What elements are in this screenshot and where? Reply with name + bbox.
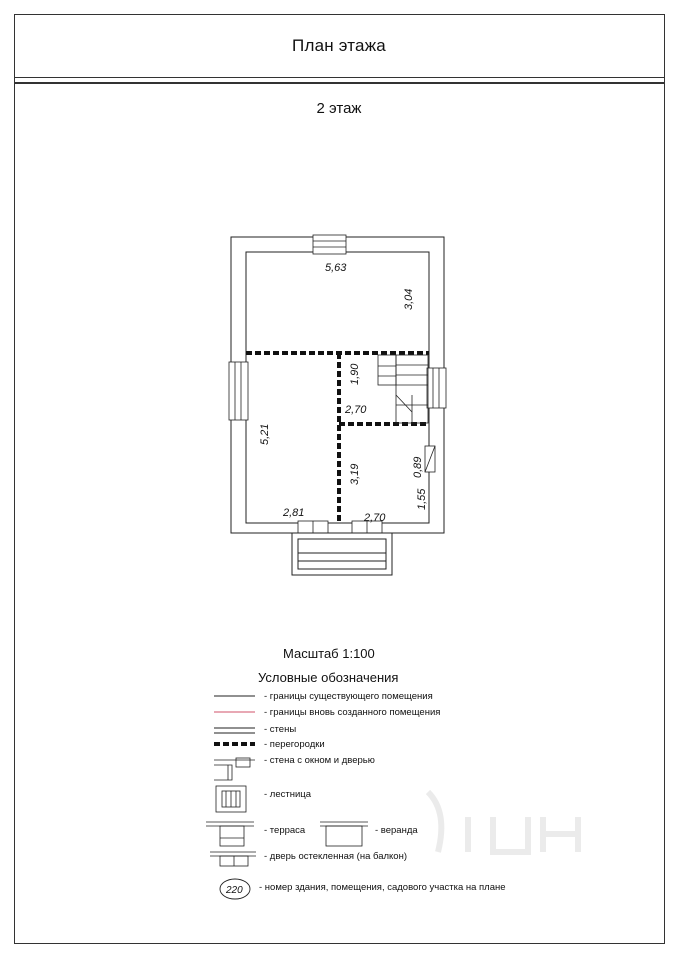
legend-item-number: - номер здания, помещения, садового участка на плане xyxy=(259,882,506,893)
legend-item-walls: - стены xyxy=(264,724,297,735)
page-title: План этажа xyxy=(292,36,386,55)
floor-label: 2 этаж xyxy=(316,100,362,117)
legend-item-partitions: - перегородки xyxy=(264,739,325,750)
dim-label: 1,90 xyxy=(349,363,361,385)
legend-item-terrace: - терраса xyxy=(264,825,306,836)
dim-label: 0,89 xyxy=(412,456,424,478)
number-symbol-text: 220 xyxy=(226,885,243,896)
legend-item-veranda: - веранда xyxy=(375,825,418,836)
glazed-door-symbol xyxy=(210,852,256,866)
number-symbol xyxy=(220,879,250,899)
legend-title: Условные обозначения xyxy=(258,670,399,685)
scale-label: Масштаб 1:100 xyxy=(283,646,375,661)
wall-symbol xyxy=(214,728,255,733)
dim-label: 2,81 xyxy=(283,507,305,519)
dim-label: 3,19 xyxy=(349,463,361,485)
legend-item-wall-window-door: - стена с окном и дверью xyxy=(264,755,375,766)
legend-item-staircase: - лестница xyxy=(264,789,312,800)
legend-item-existing-boundary: - границы существующего помещения xyxy=(264,691,433,702)
watermark-logo xyxy=(418,782,598,862)
dim-label: 3,04 xyxy=(403,288,415,310)
terrace-symbol xyxy=(206,822,254,846)
veranda-symbol xyxy=(320,822,368,846)
wall-with-window-door-symbol xyxy=(214,758,255,780)
legend-item-new-boundary: - границы вновь созданного помещения xyxy=(264,707,441,718)
dim-label: 1,55 xyxy=(416,488,428,510)
dim-label: 2,70 xyxy=(345,404,367,416)
legend-item-glazed-door: - дверь остекленная (на балкон) xyxy=(264,851,407,862)
stair-symbol xyxy=(216,786,246,812)
dim-label: 5,21 xyxy=(259,423,271,445)
dim-label: 5,63 xyxy=(325,262,347,274)
dim-label: 2,70 xyxy=(364,512,386,524)
